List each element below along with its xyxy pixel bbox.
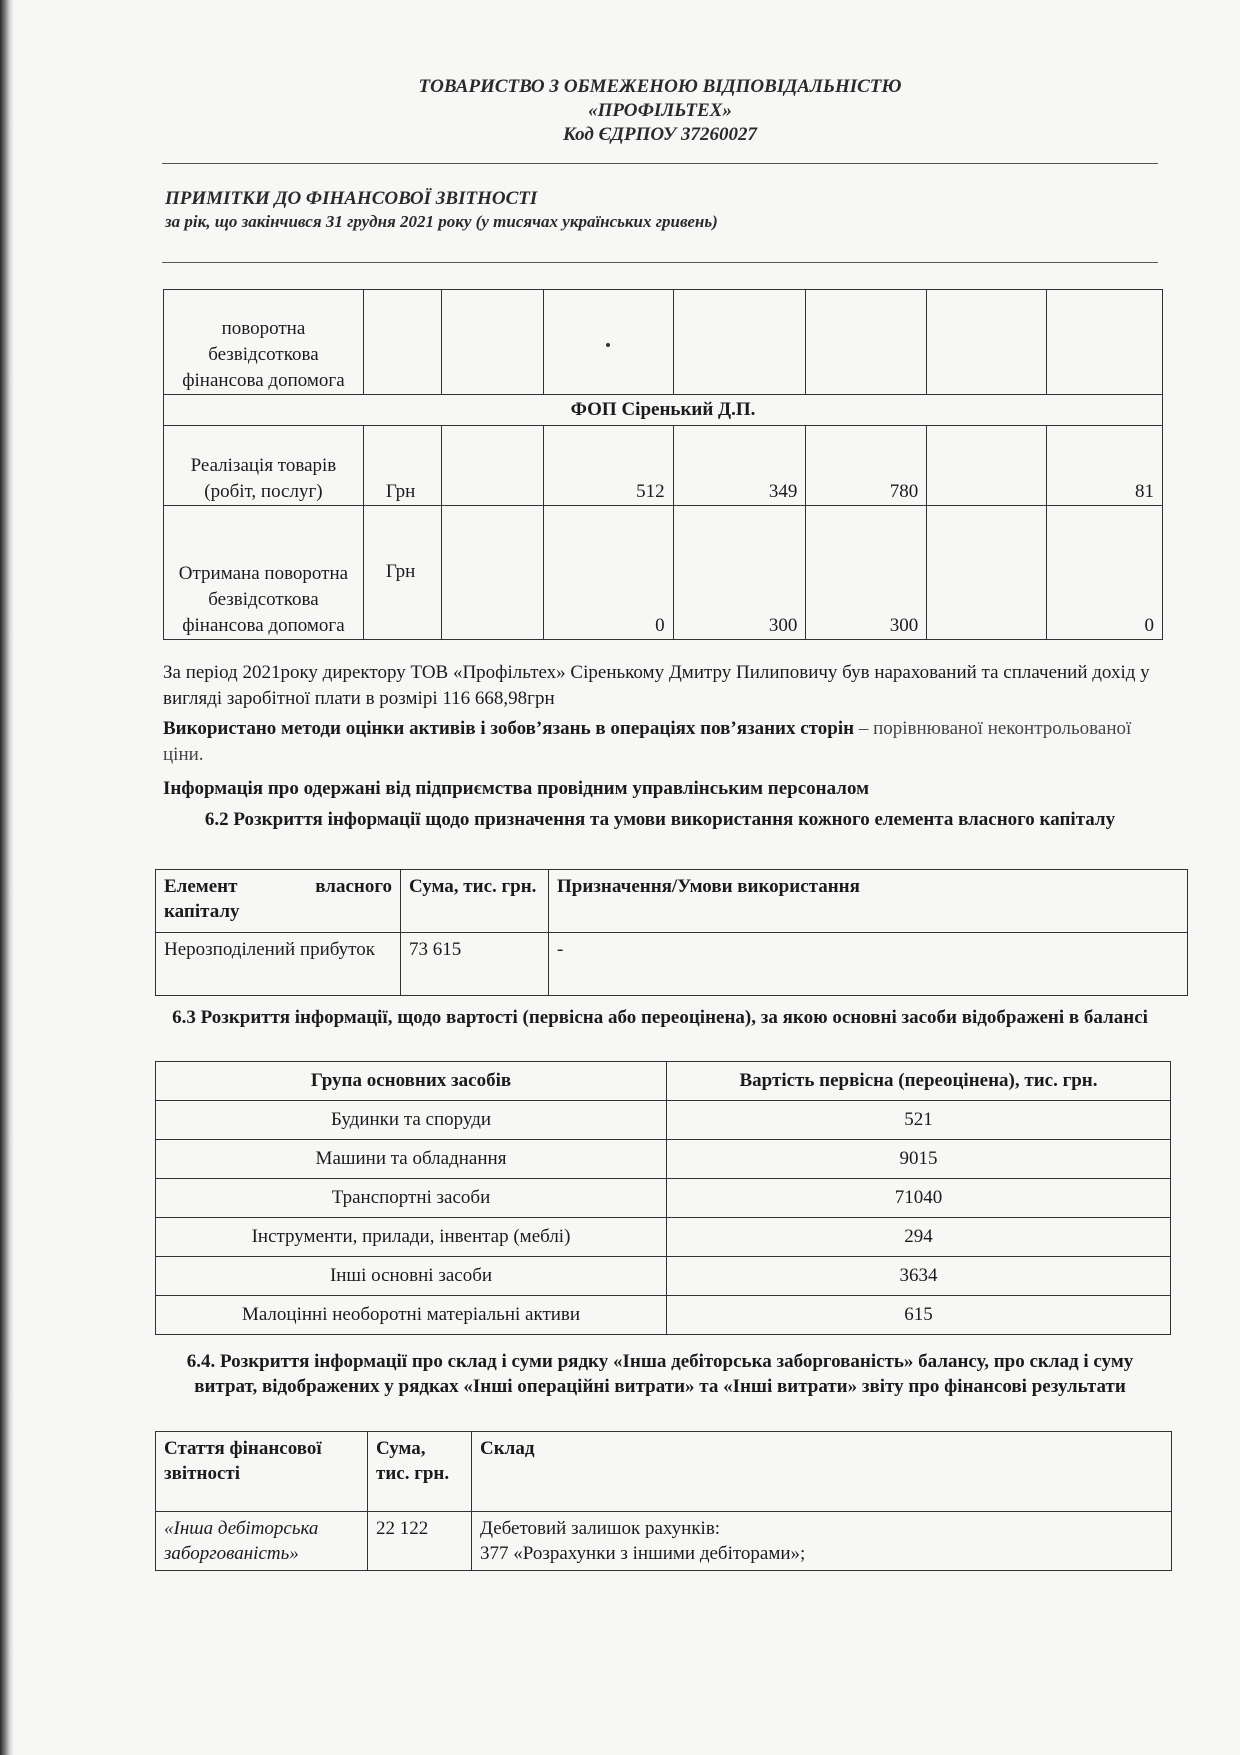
table-row	[156, 1296, 1171, 1335]
table-row	[164, 506, 1163, 640]
table-cell: Інші основні засоби	[156, 1257, 667, 1296]
table-cell: 521	[667, 1101, 1171, 1140]
table-cell: 294	[667, 1218, 1171, 1257]
table-cell: «Інша дебіторська заборгованість»	[156, 1512, 368, 1571]
value-cell: 512	[543, 426, 673, 506]
table-row	[164, 395, 1163, 426]
table-cell: 22 122	[368, 1512, 472, 1571]
composition-line: 377 «Розрахунки з іншими дебіторами»;	[480, 1543, 806, 1564]
column-header: Елемент власного капіталу	[156, 870, 401, 933]
table-row	[156, 1140, 1171, 1179]
scan-dot	[606, 343, 610, 347]
row-name: поворотна безвідсоткова фінансова допомога	[164, 290, 364, 395]
column-header: Склад	[472, 1432, 1172, 1512]
value-cell: 0	[543, 506, 673, 640]
notes-title: ПРИМІТКИ ДО ФІНАНСОВОЇ ЗВІТНОСТІ	[165, 188, 538, 209]
table-cell	[472, 1512, 1172, 1571]
table-cell: 73 615	[401, 933, 549, 996]
table-header-row	[156, 870, 1188, 933]
valuation-methods-bold: Використано методи оцінки активів і зобов’язань в операціях пов’язаних сторін	[163, 718, 855, 739]
value-cell: 300	[673, 506, 806, 640]
table-cell: Малоцінні необоротні матеріальні активи	[156, 1296, 667, 1335]
table-row	[156, 933, 1188, 996]
scan-edge-shadow	[0, 0, 14, 1755]
unit-cell: Грн	[363, 506, 441, 640]
fixed-assets-table	[155, 1061, 1171, 1335]
column-header: Вартість первісна (переоцінена), тис. грн.	[667, 1062, 1171, 1101]
table-row	[156, 1512, 1172, 1571]
equity-table	[155, 869, 1188, 996]
company-short-name: «ПРОФІЛЬТЕХ»	[588, 100, 732, 121]
table-cell: 9015	[667, 1140, 1171, 1179]
table-row	[156, 1257, 1171, 1296]
row-name: Реалізація товарів (робіт, послуг)	[164, 426, 364, 506]
table-cell: Транспортні засоби	[156, 1179, 667, 1218]
table-header-row	[156, 1062, 1171, 1101]
column-header: Сума, тис. грн.	[368, 1432, 472, 1512]
table-row	[164, 290, 1163, 395]
table-cell: Нерозподілений прибуток	[156, 933, 401, 996]
column-header: Призначення/Умови використання	[549, 870, 1188, 933]
table-row	[156, 1179, 1171, 1218]
related-party-table	[163, 289, 1163, 640]
valuation-methods-rest: – порівнюваної неконтрольованої ціни.	[163, 718, 1132, 765]
value-cell: 300	[806, 506, 927, 640]
director-income-paragraph: За період 2021року директору ТОВ «Профільтех» Сіренькому Дмитру Пилиповичу був нарахований та сплачений дохід у вигляді заробітної плати в розмірі 116 668,98грн	[163, 662, 1150, 709]
value-cell: 0	[1047, 506, 1163, 640]
table-cell: Машини та обладнання	[156, 1140, 667, 1179]
table-row	[164, 426, 1163, 506]
notes-rule	[162, 262, 1158, 263]
unit-cell: Грн	[363, 426, 441, 506]
table-cell: 71040	[667, 1179, 1171, 1218]
section-6-4-title: 6.4. Розкриття інформації про склад і суми рядку «Інша дебіторська заборгованість» балансу, про склад і суму витрат, відображених у рядках «Інші операційні витрати» та «Інші витрати» звіту про фінансові результати	[186, 1351, 1134, 1397]
value-cell: 780	[806, 426, 927, 506]
table-cell: 615	[667, 1296, 1171, 1335]
valuation-methods-paragraph	[163, 716, 1163, 768]
company-code: Код ЄДРПОУ 37260027	[562, 124, 758, 145]
management-info-heading: Інформація про одержані від підприємства провідним управлінським персоналом	[163, 778, 870, 799]
composition-line: Дебетовий залишок рахунків:	[480, 1518, 721, 1539]
table-cell: 3634	[667, 1257, 1171, 1296]
table-cell: -	[549, 933, 1188, 996]
company-name: ТОВАРИСТВО З ОБМЕЖЕНОЮ ВІДПОВІДАЛЬНІСТЮ	[418, 76, 902, 97]
entity-name: ФОП Сіренький Д.П.	[164, 395, 1163, 426]
receivables-table	[155, 1431, 1172, 1571]
value-cell: 81	[1047, 426, 1163, 506]
table-header-row	[156, 1432, 1172, 1512]
column-header: Група основних засобів	[156, 1062, 667, 1101]
row-name: Отримана поворотна безвідсоткова фінансова допомога	[164, 506, 364, 640]
table-row	[156, 1101, 1171, 1140]
table-cell: Будинки та споруди	[156, 1101, 667, 1140]
section-6-3-title: 6.3 Розкриття інформації, щодо вартості (первісна або переоцінена), за якою основні засоби відображені в балансі	[172, 1007, 1148, 1028]
column-header: Стаття фінансової звітності	[156, 1432, 368, 1512]
notes-subtitle: за рік, що закінчився 31 грудня 2021 року (у тисячах українських гривень)	[165, 212, 718, 231]
value-cell: 349	[673, 426, 806, 506]
table-row	[156, 1218, 1171, 1257]
column-header: Сума, тис. грн.	[401, 870, 549, 933]
table-cell: Інструменти, прилади, інвентар (меблі)	[156, 1218, 667, 1257]
header-rule	[162, 163, 1158, 164]
section-6-2-title: 6.2 Розкриття інформації щодо призначення та умови використання кожного елемента власного капіталу	[204, 809, 1116, 830]
